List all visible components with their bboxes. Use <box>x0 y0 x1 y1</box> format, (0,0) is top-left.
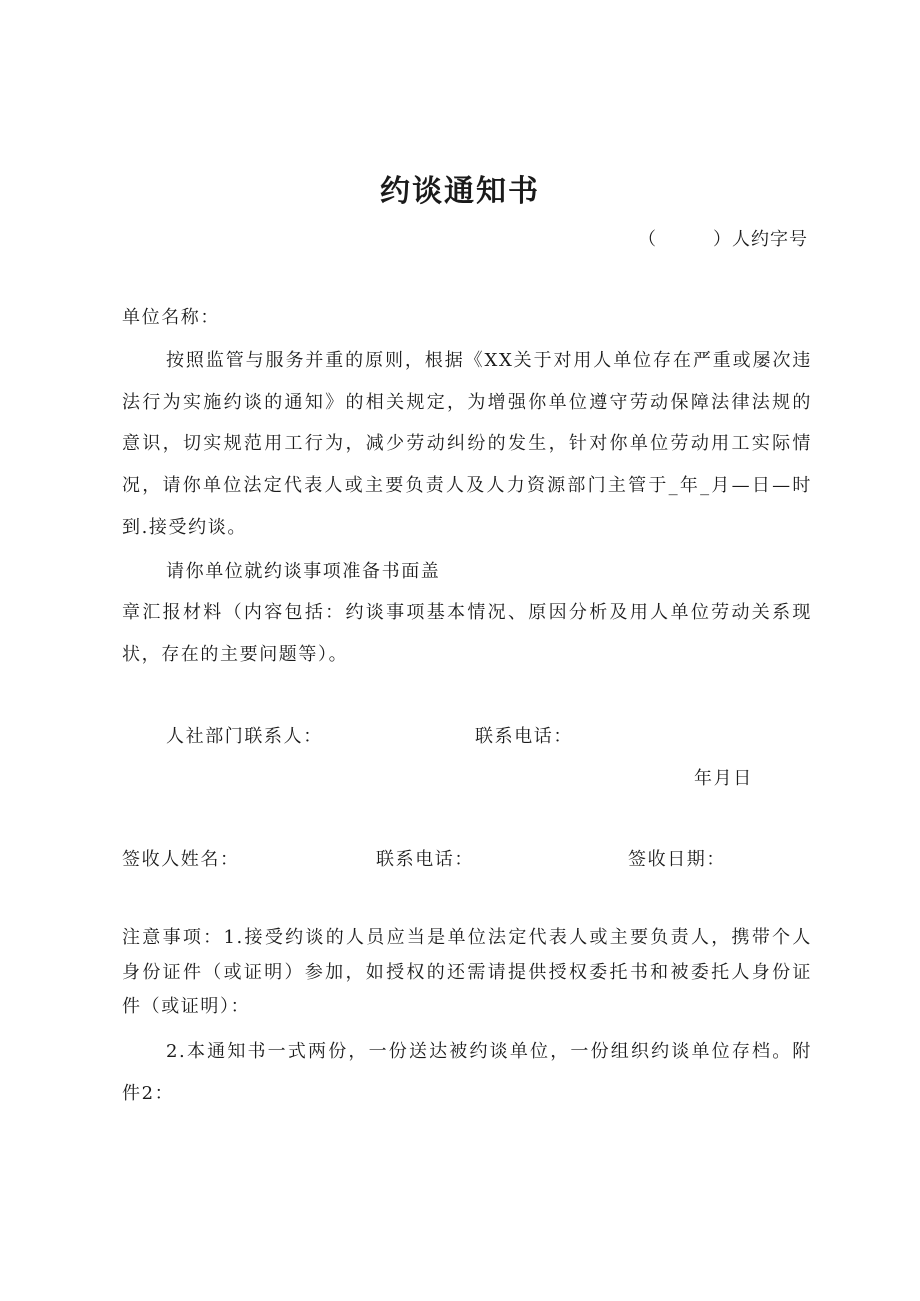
materials-line-1: 请你单位就约谈事项准备书面盖 <box>166 561 441 582</box>
notes-line-1: 注意事项：1.接受约谈的人员应当是单位法定代表人或主要负责人，携带个人 <box>122 927 812 948</box>
materials-line-2: 章汇报材料（内容包括：约谈事项基本情况、原因分析及用人单位劳动关系现 <box>122 602 812 623</box>
body-line-3: 意识，切实规范用工行为，减少劳动纠纷的发生，针对你单位劳动用工实际情 <box>122 433 812 454</box>
body-line-1: 按照监管与服务并重的原则，根据《XX关于对用人单位存在严重或屡次违 <box>166 350 812 371</box>
document-title: 约谈通知书 <box>380 174 540 209</box>
notes-line-3: 件（或证明）： <box>122 996 251 1017</box>
body-line-5: 到.接受约谈。 <box>122 517 247 538</box>
receipt-date-label: 签收日期： <box>628 849 726 870</box>
contact-date-label: 年月日 <box>694 768 753 789</box>
materials-line-3: 状，存在的主要问题等）。 <box>122 644 349 665</box>
contact-phone-label: 联系电话： <box>475 726 573 747</box>
notes-line-4: 2.本通知书一式两份，一份送达被约谈单位，一份组织约谈单位存档。附 <box>166 1041 812 1062</box>
unit-name-label: 单位名称： <box>122 307 220 328</box>
doc-number-open-paren: （ <box>638 229 657 250</box>
receipt-signer-label: 签收人姓名： <box>122 849 240 870</box>
notes-line-2: 身份证件（或证明）参加，如授权的还需请提供授权委托书和被委托人身份证 <box>122 962 812 983</box>
contact-person-label: 人社部门联系人： <box>166 726 323 747</box>
body-line-2: 法行为实施约谈的通知》的相关规定，为增强你单位遵守劳动保障法律法规的 <box>122 392 812 413</box>
notes-line-5: 件2： <box>122 1083 175 1104</box>
doc-number-suffix: ）人约字号 <box>713 229 808 250</box>
document-number <box>638 225 808 251</box>
body-line-4: 况，请你单位法定代表人或主要负责人及人力资源部门主管于_年_月—日—时 <box>122 475 812 496</box>
receipt-phone-label: 联系电话： <box>376 849 474 870</box>
